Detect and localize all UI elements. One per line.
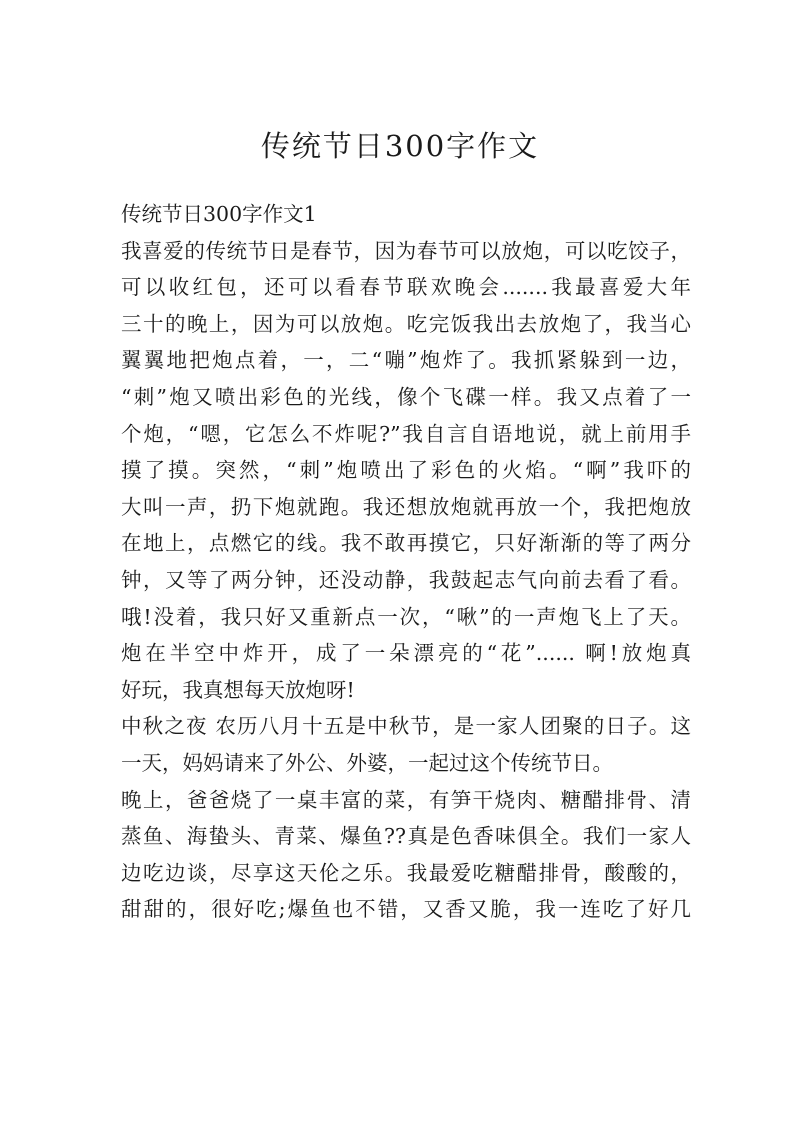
text-line: 中秋之夜 农历八月十五是中秋节，是一家人团聚的日子。这	[121, 714, 691, 739]
text-line: “刺”炮又喷出彩色的光线，像个飞碟一样。我又点着了一	[121, 384, 691, 409]
document-title: 传统节日300字作文	[260, 129, 540, 163]
text-line: 边吃边谈，尽享这天伦之乐。我最爱吃糖醋排骨，酸酸的，	[121, 860, 691, 885]
text-line: 哦!没着，我只好又重新点一次，“啾”的一声炮飞上了天。	[121, 604, 691, 629]
text-line: 晚上，爸爸烧了一桌丰富的菜，有笋干烧肉、糖醋排骨、清	[121, 787, 691, 812]
text-line: 蒸鱼、海蛰头、青菜、爆鱼??真是色香味俱全。我们一家人	[121, 824, 691, 849]
text-line: 炮在半空中炸开，成了一朵漂亮的“花”...... 啊!放炮真	[121, 641, 691, 666]
document-body	[121, 196, 691, 928]
text-line: 一天，妈妈请来了外公、外婆，一起过这个传统节日。	[121, 750, 613, 775]
text-line: 我喜爱的传统节日是春节，因为春节可以放炮，可以吃饺子，	[121, 238, 691, 263]
text-line: 在地上，点燃它的线。我不敢再摸它，只好渐渐的等了两分	[121, 531, 691, 556]
section-heading: 传统节日300字作文1	[121, 202, 317, 226]
text-line: 个炮，“嗯，它怎么不炸呢?”我自言自语地说，就上前用手	[121, 421, 691, 446]
text-line: 甜甜的，很好吃;爆鱼也不错，又香又脆，我一连吃了好几	[121, 897, 691, 922]
text-line: 钟，又等了两分钟，还没动静，我鼓起志气向前去看了看。	[121, 567, 691, 592]
text-line: 三十的晚上，因为可以放炮。吃完饭我出去放炮了，我当心	[121, 311, 691, 336]
text-line: 好玩，我真想每天放炮呀!	[121, 677, 355, 702]
text-line: 可以收红包，还可以看春节联欢晚会.......我最喜爱大年	[121, 275, 691, 300]
text-line: 摸了摸。突然，“刺”炮喷出了彩色的火焰。“啊”我吓的	[121, 458, 691, 483]
text-line: 翼翼地把炮点着，一，二“嘣”炮炸了。我抓紧躲到一边，	[121, 348, 691, 373]
text-line: 大叫一声，扔下炮就跑。我还想放炮就再放一个，我把炮放	[121, 494, 691, 519]
